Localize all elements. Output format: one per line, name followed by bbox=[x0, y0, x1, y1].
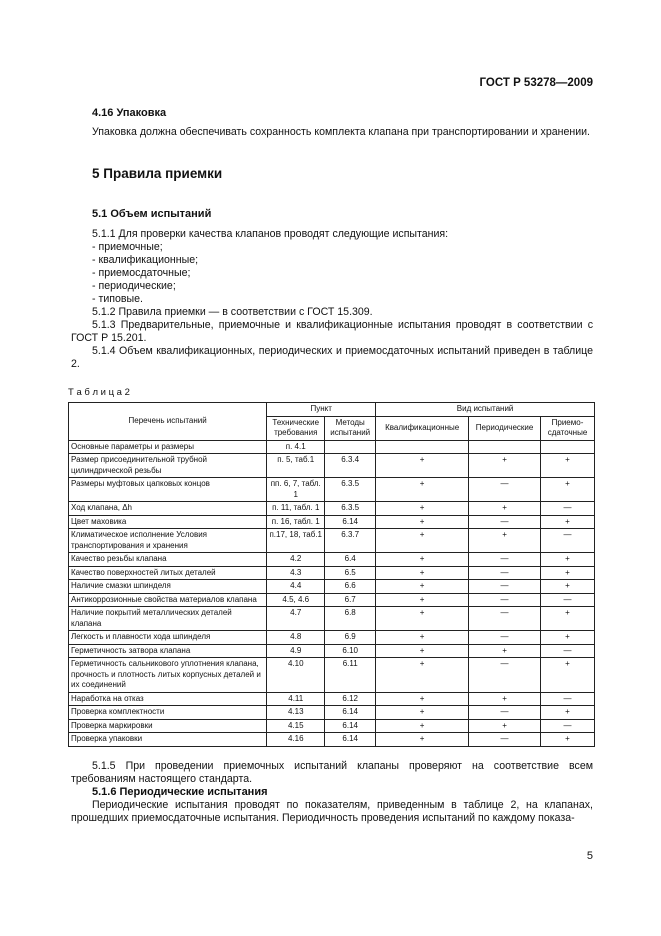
table-row bbox=[69, 515, 595, 529]
period-cell: + bbox=[469, 644, 541, 658]
accept-cell bbox=[541, 440, 595, 454]
accept-cell: + bbox=[541, 631, 595, 645]
header-methods: Методы испытаний bbox=[325, 416, 376, 440]
method-cell: 6.5 bbox=[325, 566, 376, 580]
qual-cell: + bbox=[376, 553, 469, 567]
period-cell: — bbox=[469, 733, 541, 747]
tech-req-cell: 4.9 bbox=[267, 644, 325, 658]
test-name-cell: Наличие смазки шпинделя bbox=[69, 580, 267, 594]
accept-cell: + bbox=[541, 607, 595, 631]
test-name-cell: Герметичность сальникового уплотнения клапана, прочность и плотность литых корпусных деталей и их соединений bbox=[69, 658, 267, 693]
table-row bbox=[69, 644, 595, 658]
method-cell: 6.9 bbox=[325, 631, 376, 645]
qual-cell: + bbox=[376, 607, 469, 631]
period-cell: — bbox=[469, 515, 541, 529]
header-kind: Вид испытаний bbox=[376, 403, 595, 417]
tech-req-cell: 4.11 bbox=[267, 692, 325, 706]
table-row bbox=[69, 580, 595, 594]
table-row bbox=[69, 607, 595, 631]
method-cell: 6.3.7 bbox=[325, 529, 376, 553]
list-item: - квалификационные; bbox=[92, 254, 199, 266]
period-cell: + bbox=[469, 502, 541, 516]
table-row bbox=[69, 658, 595, 693]
chapter-title: 5 Правила приемки bbox=[92, 166, 223, 181]
test-name-cell: Ход клапана, Δh bbox=[69, 502, 267, 516]
tech-req-cell: 4.5, 4.6 bbox=[267, 593, 325, 607]
tech-req-cell: 4.7 bbox=[267, 607, 325, 631]
section-body bbox=[71, 228, 593, 371]
table-row bbox=[69, 440, 595, 454]
accept-cell: — bbox=[541, 502, 595, 516]
period-cell: + bbox=[469, 529, 541, 553]
tech-req-cell: пп. 6, 7, табл. 1 bbox=[267, 478, 325, 502]
accept-cell: — bbox=[541, 692, 595, 706]
section-title: 5.1.6 Периодические испытания bbox=[92, 786, 268, 798]
test-name-cell: Наличие покрытий металлических деталей клапана bbox=[69, 607, 267, 631]
table-row bbox=[69, 553, 595, 567]
table-row bbox=[69, 706, 595, 720]
qual-cell: + bbox=[376, 502, 469, 516]
test-name-cell: Размеры муфтовых цапковых концов bbox=[69, 478, 267, 502]
page-number: 5 bbox=[586, 850, 593, 862]
table-row bbox=[69, 593, 595, 607]
test-name-cell: Проверка комплектности bbox=[69, 706, 267, 720]
test-name-cell: Герметичность затвора клапана bbox=[69, 644, 267, 658]
method-cell: 6.12 bbox=[325, 692, 376, 706]
accept-cell: + bbox=[541, 706, 595, 720]
qual-cell: + bbox=[376, 566, 469, 580]
document-header: ГОСТ Р 53278—2009 bbox=[479, 77, 593, 89]
accept-cell: + bbox=[541, 658, 595, 693]
table-row bbox=[69, 631, 595, 645]
table-row bbox=[69, 566, 595, 580]
qual-cell: + bbox=[376, 644, 469, 658]
period-cell: — bbox=[469, 580, 541, 594]
tech-req-cell: п. 4.1 bbox=[267, 440, 325, 454]
accept-cell: — bbox=[541, 529, 595, 553]
tech-req-cell: п. 5, таб.1 bbox=[267, 454, 325, 478]
period-cell: — bbox=[469, 658, 541, 693]
test-name-cell: Легкость и плавности хода шпинделя bbox=[69, 631, 267, 645]
table-row bbox=[69, 502, 595, 516]
period-cell: — bbox=[469, 631, 541, 645]
qual-cell: + bbox=[376, 692, 469, 706]
header-qual: Квалификационные bbox=[376, 416, 469, 440]
header-tech: Технические требования bbox=[267, 416, 325, 440]
accept-cell: + bbox=[541, 566, 595, 580]
tech-req-cell: 4.13 bbox=[267, 706, 325, 720]
accept-cell: — bbox=[541, 593, 595, 607]
section-body-end bbox=[71, 760, 593, 825]
paragraph: Упаковка должна обеспечивать сохранность комплекта клапана при транспортировании и хранении. bbox=[92, 126, 591, 138]
header-accept: Приемо-сдаточные bbox=[541, 416, 595, 440]
method-cell: 6.3.5 bbox=[325, 478, 376, 502]
tech-req-cell: 4.2 bbox=[267, 553, 325, 567]
accept-cell: + bbox=[541, 553, 595, 567]
period-cell: — bbox=[469, 566, 541, 580]
period-cell: + bbox=[469, 454, 541, 478]
qual-cell: + bbox=[376, 706, 469, 720]
list-item: - периодические; bbox=[92, 280, 176, 292]
qual-cell: + bbox=[376, 719, 469, 733]
test-name-cell: Цвет маховика bbox=[69, 515, 267, 529]
tech-req-cell: 4.3 bbox=[267, 566, 325, 580]
method-cell: 6.14 bbox=[325, 515, 376, 529]
list-item: - приемосдаточные; bbox=[92, 267, 191, 279]
qual-cell: + bbox=[376, 631, 469, 645]
method-cell: 6.6 bbox=[325, 580, 376, 594]
table-row bbox=[69, 733, 595, 747]
paragraph: 5.1.5 При проведении приемочных испытаний клапаны проверяют на соответствие всем требованиям настоящего стандарта. bbox=[71, 760, 593, 785]
qual-cell: + bbox=[376, 658, 469, 693]
test-name-cell: Климатическое исполнение Условия транспортирования и хранения bbox=[69, 529, 267, 553]
method-cell: 6.10 bbox=[325, 644, 376, 658]
tech-req-cell: 4.10 bbox=[267, 658, 325, 693]
test-name-cell: Проверка маркировки bbox=[69, 719, 267, 733]
section-title: 4.16 Упаковка bbox=[92, 107, 167, 119]
method-cell: 6.4 bbox=[325, 553, 376, 567]
header-punkt: Пункт bbox=[267, 403, 376, 417]
qual-cell: + bbox=[376, 529, 469, 553]
list-item: - приемочные; bbox=[92, 241, 163, 253]
test-name-cell: Основные параметры и размеры bbox=[69, 440, 267, 454]
qual-cell: + bbox=[376, 454, 469, 478]
period-cell: — bbox=[469, 706, 541, 720]
accept-cell: + bbox=[541, 478, 595, 502]
paragraph: 5.1.1 Для проверки качества клапанов проводят следующие испытания: bbox=[92, 228, 449, 240]
table-caption: Т а б л и ц а 2 bbox=[68, 387, 130, 398]
header-list: Перечень испытаний bbox=[69, 403, 267, 441]
paragraph: 5.1.4 Объем квалификационных, периодических и приемосдаточных испытаний приведен в таблице 2. bbox=[71, 345, 593, 370]
test-name-cell: Качество поверхностей литых деталей bbox=[69, 566, 267, 580]
period-cell: + bbox=[469, 692, 541, 706]
accept-cell: — bbox=[541, 719, 595, 733]
method-cell: 6.14 bbox=[325, 719, 376, 733]
header-period: Периодические bbox=[469, 416, 541, 440]
test-name-cell: Размер присоединительной трубной цилиндрической резьбы bbox=[69, 454, 267, 478]
table-row bbox=[69, 478, 595, 502]
method-cell: 6.8 bbox=[325, 607, 376, 631]
test-name-cell: Качество резьбы клапана bbox=[69, 553, 267, 567]
tech-req-cell: 4.4 bbox=[267, 580, 325, 594]
period-cell: — bbox=[469, 553, 541, 567]
method-cell: 6.14 bbox=[325, 706, 376, 720]
period-cell bbox=[469, 440, 541, 454]
method-cell: 6.7 bbox=[325, 593, 376, 607]
method-cell: 6.11 bbox=[325, 658, 376, 693]
method-cell: 6.3.5 bbox=[325, 502, 376, 516]
accept-cell: + bbox=[541, 515, 595, 529]
tech-req-cell: п. 11, табл. 1 bbox=[267, 502, 325, 516]
tech-req-cell: 4.16 bbox=[267, 733, 325, 747]
accept-cell: + bbox=[541, 580, 595, 594]
tech-req-cell: 4.15 bbox=[267, 719, 325, 733]
period-cell: — bbox=[469, 607, 541, 631]
method-cell: 6.14 bbox=[325, 733, 376, 747]
paragraph: 5.1.3 Предварительные, приемочные и квалификационные испытания проводят в соответствии с ГОСТ Р 15.201. bbox=[71, 319, 593, 344]
qual-cell: + bbox=[376, 478, 469, 502]
paragraph: Периодические испытания проводят по показателям, приведенным в таблице 2, на клапанах, прошедших приемосдаточные испытания. Периодичность проведения испытаний по каждому показа- bbox=[71, 799, 593, 824]
accept-cell: + bbox=[541, 733, 595, 747]
list-item: - типовые. bbox=[92, 293, 143, 305]
qual-cell bbox=[376, 440, 469, 454]
qual-cell: + bbox=[376, 580, 469, 594]
table-row bbox=[69, 454, 595, 478]
paragraph: 5.1.2 Правила приемки — в соответствии с ГОСТ 15.309. bbox=[92, 306, 373, 318]
test-name-cell: Антикоррозионные свойства материалов клапана bbox=[69, 593, 267, 607]
qual-cell: + bbox=[376, 733, 469, 747]
section-title: 5.1 Объем испытаний bbox=[92, 208, 212, 220]
test-name-cell: Наработка на отказ bbox=[69, 692, 267, 706]
accept-cell: — bbox=[541, 644, 595, 658]
tech-req-cell: п. 16, табл. 1 bbox=[267, 515, 325, 529]
accept-cell: + bbox=[541, 454, 595, 478]
table-row bbox=[69, 692, 595, 706]
test-name-cell: Проверка упаковки bbox=[69, 733, 267, 747]
tech-req-cell: 4.8 bbox=[267, 631, 325, 645]
period-cell: — bbox=[469, 478, 541, 502]
qual-cell: + bbox=[376, 515, 469, 529]
table-row bbox=[69, 719, 595, 733]
method-cell bbox=[325, 440, 376, 454]
period-cell: — bbox=[469, 593, 541, 607]
tech-req-cell: п.17, 18, таб.1 bbox=[267, 529, 325, 553]
method-cell: 6.3.4 bbox=[325, 454, 376, 478]
tests-table bbox=[68, 402, 595, 747]
table-row bbox=[69, 529, 595, 553]
qual-cell: + bbox=[376, 593, 469, 607]
period-cell: + bbox=[469, 719, 541, 733]
